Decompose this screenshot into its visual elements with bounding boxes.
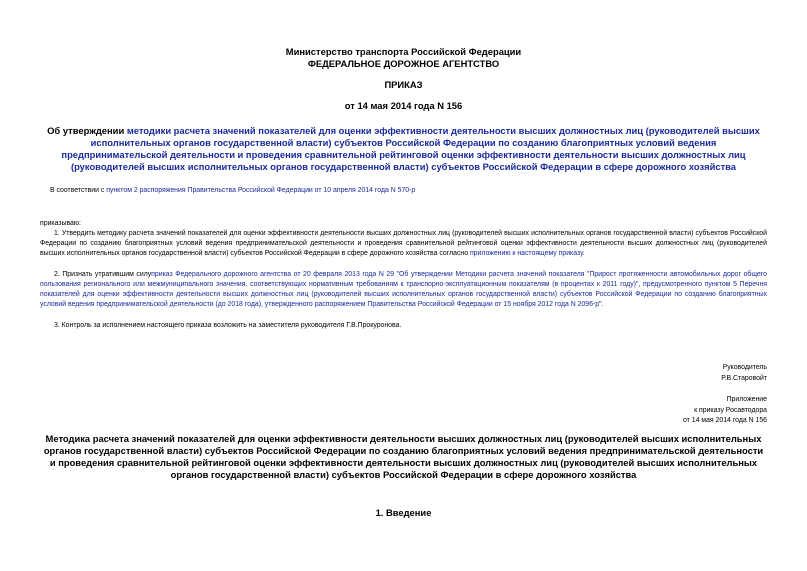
preamble-link[interactable]: пунктом 2 распоряжения Правительства Российской Федерации от 10 апреля 2014 года N 570-р: [106, 187, 416, 194]
appendix-to-order: к приказу Росавтодора: [694, 407, 767, 414]
appendix-date: от 14 мая 2014 года N 156: [683, 417, 767, 424]
order-word: приказываю:: [40, 220, 81, 227]
title-prefix: Об утверждении: [47, 125, 127, 136]
signature-role: Руководитель: [722, 364, 767, 371]
item-2: [40, 270, 767, 310]
agency-name: ФЕДЕРАЛЬНОЕ ДОРОЖНОЕ АГЕНТСТВО: [307, 58, 500, 69]
item-2-link-1[interactable]: приказ Федерального дорожного агентства от 20 февраля 2013 года N 29 "Об утверждении Методики расчета значений показателя "Прирост протяженности автомобильных дорог общего пользования регионального или межмуниципального значения, соответствующих нормативным требованиям к транспорно-эксплуатационным показателям (в процентах к 2011 году)", предусмотренного пунктом 5 Перечня показателей для оценки эффективности деятельности высших должностных лиц (руководителей высших исполнительных органов государственной власти) субъектов Российской Федерации по созданию благоприятных условий ведения предпринимательской деятельности (до 2018 года), утвержденного: [40, 271, 767, 308]
preamble-prefix: В соответствии с: [50, 187, 107, 194]
appendix-label: Приложение: [726, 396, 767, 403]
item-1-text: 1. Утвердить методику расчета значений показателей для оценки эффективности деятельности высших должностных лиц (руководителей высших исполнительных органов государственной власти) субъектов Российской Федерации по созданию благоприятных условий ведения предпринимательской деятельности и проведения сравнительной рейтинговой оценки эффективности деятельности высших должностных лиц (руководителей высших исполнительных органов государственной власти) субъектов Российской Федерации в сфере дорожного хозяйства согласно: [40, 230, 767, 257]
signature-name: Р.В.Старовойт: [721, 375, 767, 382]
title-link[interactable]: методики расчета значений показателей для оценки эффективности деятельности высших должностных лиц (руководителей высших исполнительных органов государственной власти) субъектов Российской Федерации по созданию благоприятных условий ведения предпринимательской деятельности и проведения сравнительной рейтинговой оценки эффективности деятельности высших должностных лиц (руководителей высших исполнительных органов государственной власти) субъектов Российской Федерации в сфере дорожного хозяйства: [61, 125, 760, 172]
item-1-link[interactable]: приложению к настоящему приказу: [469, 250, 583, 257]
item-2-suffix: ".: [599, 301, 604, 308]
document-date-number: от 14 мая 2014 года N 156: [344, 100, 463, 111]
document-title: [40, 125, 767, 173]
item-1-suffix: .: [582, 250, 585, 257]
ministry-name: Министерство транспорта Российской Федерации: [285, 46, 522, 57]
item-2-prefix: 2. Признать утратившим силу: [54, 271, 152, 278]
section-heading-introduction: 1. Введение: [375, 507, 432, 518]
method-title: Методика расчета значений показателей для оценки эффективности деятельности высших должностных лиц (руководителей высших исполнительных органов государственной власти) субъектов Российской Федерации по созданию благоприятных условий ведения предпринимательской деятельности и проведения сравнительной рейтинговой оценки эффективности деятельности высших должностных лиц (руководителей высших исполнительных органов государственной власти) субъектов Российской Федерации в сфере дорожного хозяйства: [43, 433, 764, 480]
item-1: [40, 229, 767, 259]
item-3: 3. Контроль за исполнением настоящего приказа возложить на заместителя руководителя Г.В.Прокуронова.: [54, 322, 402, 329]
preamble: [50, 186, 767, 196]
item-2-link-2[interactable]: распоряжением Правительства Российской Федерации от 15 ноября 2012 года N 2096-р: [314, 301, 600, 308]
document-type: ПРИКАЗ: [384, 79, 423, 90]
